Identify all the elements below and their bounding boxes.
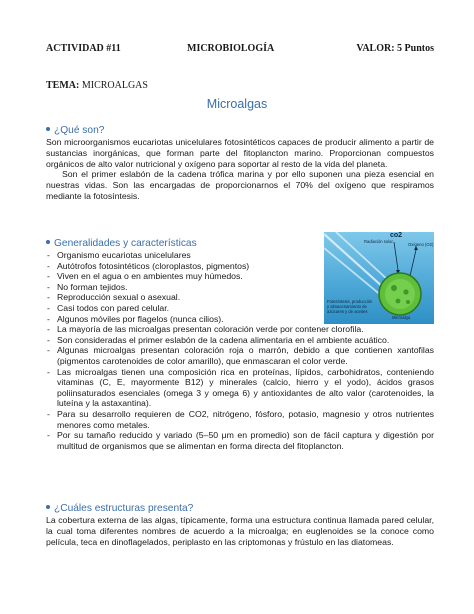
subject-label: MICROBIOLOGÍA (187, 43, 275, 54)
bullet-icon (46, 505, 50, 509)
list-item: - Algunos móviles por flagelos (nunca cilios). (46, 314, 317, 325)
microalgae-figure (324, 232, 434, 324)
list-item: - Son consideradas el primer eslabón de la cadena alimentaria en el ambiente acuático. (46, 335, 434, 346)
list-item: - No forman tejidos. (46, 282, 317, 293)
section-heading: ¿Cuáles estructuras presenta? (46, 502, 434, 515)
list-item: - Para su desarrollo requieren de CO2, nitrógeno, fósforo, potasio, magnesio y otros nutrientes menores como metales. (46, 409, 434, 430)
co2-label: co2 (390, 232, 403, 239)
list-item: - Casi todos con pared celular. (46, 303, 317, 314)
section-heading: ¿Qué son? (46, 124, 434, 137)
chloroplast (406, 300, 410, 304)
section-heading: Generalidades y características (46, 237, 434, 250)
sun-ray (324, 248, 382, 296)
section-que-son (46, 124, 434, 202)
topic-line (46, 80, 148, 91)
list-item: - Autótrofos fotosintéticos (cloroplastos, pigmentos) (46, 261, 317, 272)
bullet-icon (46, 240, 50, 244)
paragraph: La cobertura externa de las algas, típicamente, forma una estructura continua llamada pared celular, la cual toma diferentes nombres de acuerdo a la microalga; en euglenoides se la conoce como película, teca en dinoflagelados, periplasto en las criptomonas y frústulo en las diatomeas. (46, 515, 434, 547)
paragraph: Son el primer eslabón de la cadena trófica marina y por ello suponen una pieza esencial en nuestras vidas. Son las encargadas de proporcionarnos el 70% del oxígeno que respiramos mediante la fotosíntesis. (46, 169, 434, 201)
document-title: Microalgas (206, 97, 268, 111)
list-item: - Por su tamaño reducido y variado (5–50 μm en promedio) son de fácil captura y digestión por multitud de organismos que se alimentan en forma directa del fitoplancton. (46, 430, 434, 451)
o2-arrow (410, 250, 416, 276)
co2-arrow (394, 242, 398, 270)
paragraph: Son microorganismos eucariotas unicelulares fotosintéticos capaces de producir alimento a partir de sustancias inorgánicas, que forman parte del fitoplancton marino. Proporcionan compuestos orgánicos de alto valor nutricional y oxígeno para soportar al resto de la vida del planeta. (46, 137, 434, 169)
oxygen-label: Oxígeno (O2) (408, 242, 434, 247)
section-estructuras (46, 502, 434, 547)
bullet-icon (46, 127, 50, 131)
chloroplast (396, 299, 401, 304)
topic-value: MICROALGAS (81, 80, 148, 91)
value-label: VALOR: 5 Puntos (356, 43, 434, 54)
list-item: - Algunas microalgas presentan coloración roja o marrón, debido a que contienen xantofilas (pigmentos carotenoides de color amarillo), que enmascaran el color verde. (46, 345, 434, 366)
list-item: - Viven en el agua o en ambientes muy húmedos. (46, 271, 317, 282)
cell-inner (385, 279, 415, 309)
chloroplast (403, 289, 408, 294)
photosynthesis-label-2: y almacenamiento de (327, 304, 367, 309)
list-item: - Las microalgas tienen una composición rica en proteínas, lípidos, carbohidratos, conteniendo vitaminas (C, E, mayormente B12) y minerales (calcio, hierro y el yodo), ácidos grasos poliinsaturados esenciales (omega 3 y omega 6) y antioxidantes de alto valor (carotenoides, la luteína y la astaxantina). (46, 367, 434, 409)
list-item: - Reproducción sexual o asexual. (46, 292, 317, 303)
photosynthesis-label-3: azúcares y de aceites (327, 309, 368, 314)
activity-label: ACTIVIDAD #11 (46, 43, 121, 54)
photosynthesis-label-1: Fotosíntesis, producción (327, 299, 373, 304)
radiation-label: Radiación solar (364, 239, 393, 244)
topic-label: TEMA: (46, 80, 80, 91)
list-item: - Organismo eucariotas unicelulares (46, 250, 317, 261)
microalga-label: Microalga (392, 315, 411, 320)
chloroplast (391, 285, 397, 291)
list-item: - La mayoría de las microalgas presentan coloración verde por contener clorofila. (46, 324, 434, 335)
